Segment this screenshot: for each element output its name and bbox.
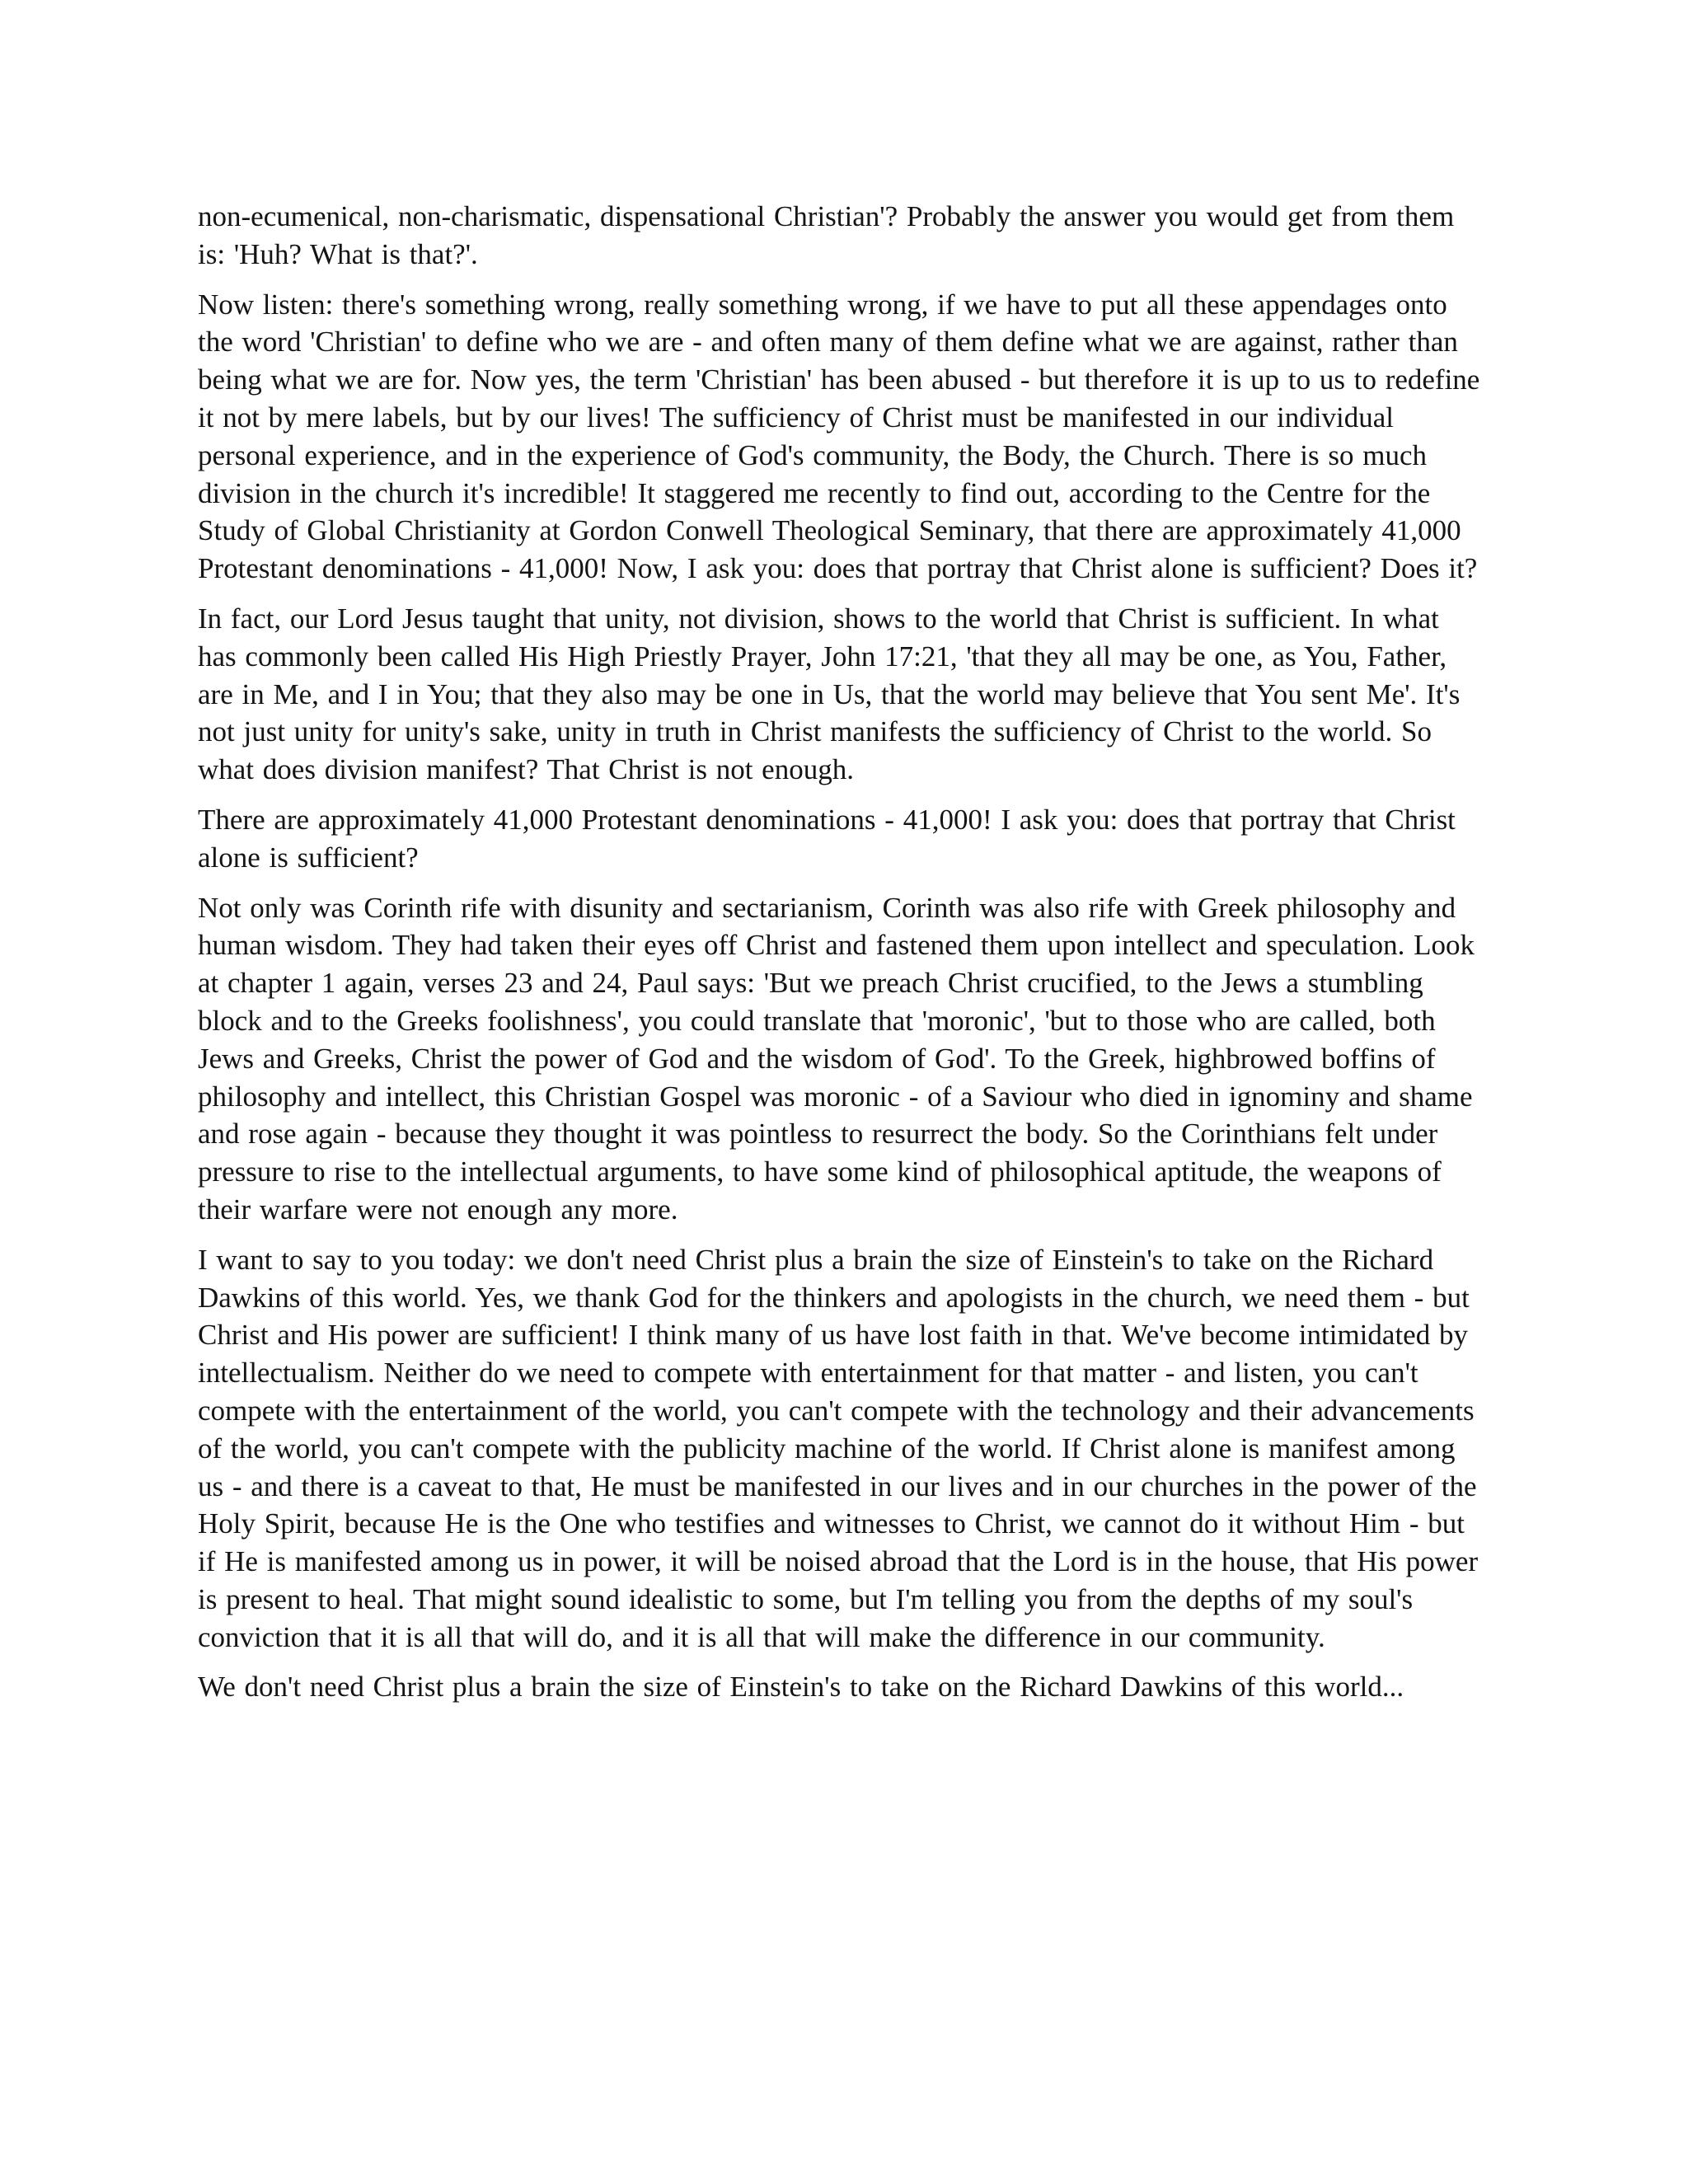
document-body xyxy=(198,198,1484,1718)
pull-quote-2: We don't need Christ plus a brain the size of Einstein's to take on the Richard Dawkins of this world... xyxy=(198,1671,1404,1704)
pull-quote-1: There are approximately 41,000 Protestant denominations - 41,000! I ask you: does that portray that Christ alone is sufficient? xyxy=(198,803,1456,874)
paragraph-5: I want to say to you today: we don't need Christ plus a brain the size of Einstein's to take on the Richard Dawkins of this world. Yes, we thank God for the thinkers and apologists in the church, we need them - but Christ and His power are sufficient! I think many of us have lost faith in that. We've become intimidated by intellectualism. Neither do we need to compete with entertainment for that matter - and listen, you can't compete with the entertainment of the world, you can't compete with the technology and their advancements of the world, you can't compete with the publicity machine of the world. If Christ alone is manifest among us - and there is a caveat to that, He must be manifested in our lives and in our churches in the power of the Holy Spirit, because He is the One who testifies and witnesses to Christ, we cannot do it without Him - but if He is manifested among us in power, it will be noised abroad that the Lord is in the house, that His power is present to heal. That might sound idealistic to some, but I'm telling you from the depths of my soul's conviction that it is all that will do, and it is all that will make the difference in our community. xyxy=(198,1243,1479,1653)
paragraph-1: non-ecumenical, non-charismatic, dispensational Christian'? Probably the answer you would get from them is: 'Huh? What is that?'. xyxy=(198,200,1455,270)
paragraph-3: In fact, our Lord Jesus taught that unity, not division, shows to the world that Christ is sufficient. In what has commonly been called His High Priestly Prayer, John 17:21, 'that they all may be one, as You, Father, are in Me, and I in You; that they also may be one in Us, that the world may believe that You sent Me'. It's not just unity for unity's sake, unity in truth in Christ manifests the sufficiency of Christ to the world. So what does division manifest? That Christ is not enough. xyxy=(198,602,1461,786)
paragraph-2: Now listen: there's something wrong, really something wrong, if we have to put all these appendages onto the word 'Christian' to define who we are - and often many of them define what we are against, rather than being what we are for. Now yes, the term 'Christian' has been abused - but therefore it is up to us to redefine it not by mere labels, but by our lives! The sufficiency of Christ must be manifested in our individual personal experience, and in the experience of God's community, the Body, the Church. There is so much division in the church it's incredible! It staggered me recently to find out, according to the Centre for the Study of Global Christianity at Gordon Conwell Theological Seminary, that there are approximately 41,000 Protestant denominations - 41,000! Now, I ask you: does that portray that Christ alone is sufficient? Does it? xyxy=(198,288,1480,585)
paragraph-4: Not only was Corinth rife with disunity and sectarianism, Corinth was also rife with Greek philosophy and human wisdom. They had taken their eyes off Christ and fastened them upon intellect and speculation. Look at chapter 1 again, verses 23 and 24, Paul says: 'But we preach Christ crucified, to the Jews a stumbling block and to the Greeks foolishness', you could translate that 'moronic', 'but to those who are called, both Jews and Greeks, Christ the power of God and the wisdom of God'. To the Greek, highbrowed boffins of philosophy and intellect, this Christian Gospel was moronic - of a Saviour who died in ignominy and shame and rose again - because they thought it was pointless to resurrect the body. So the Corinthians felt under pressure to rise to the intellectual arguments, to have some kind of philosophical aptitude, the weapons of their warfare were not enough any more. xyxy=(198,891,1475,1226)
